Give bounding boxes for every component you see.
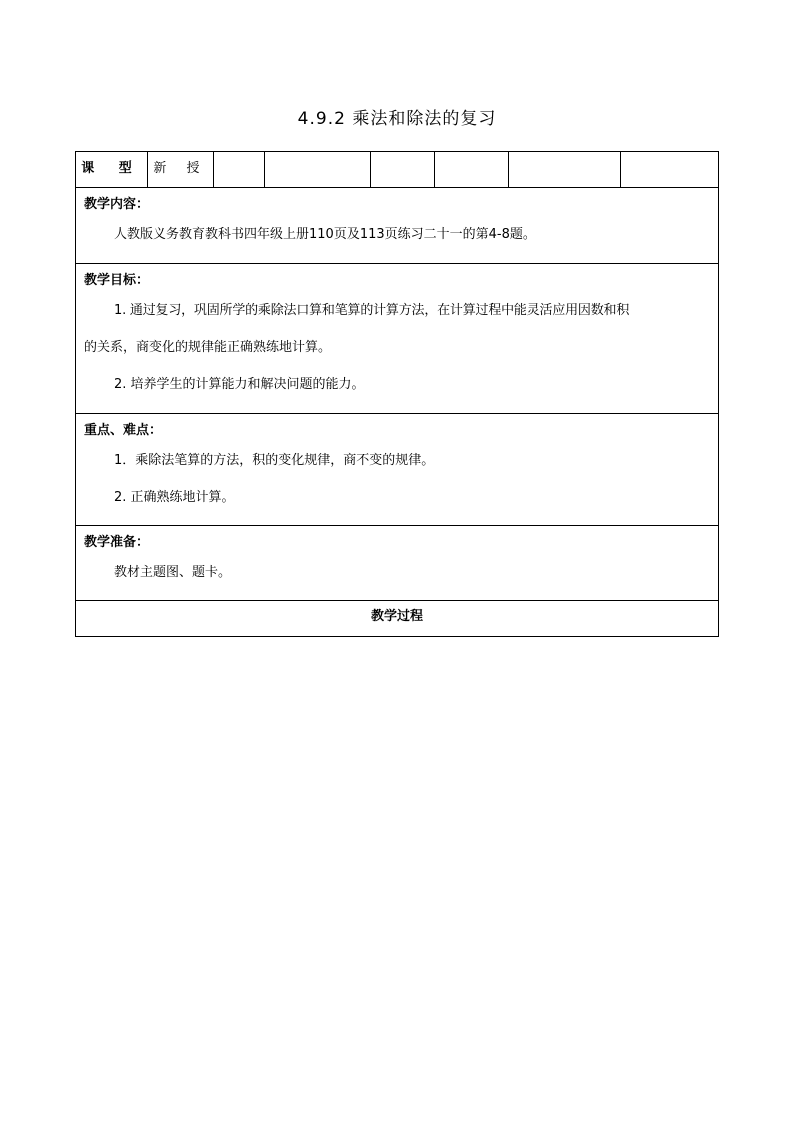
- section-content-row: [76, 188, 719, 264]
- section-content-line: 人教版义务教育教科书四年级上册110页及113页练习二十一的第4-8题。: [114, 227, 536, 242]
- section-prep: [76, 526, 719, 601]
- process-heading: 教学过程: [76, 601, 719, 637]
- lesson-plan-table: [75, 151, 719, 637]
- section-prep-title: 教学准备：: [84, 535, 150, 550]
- course-type-label: 课 型: [76, 152, 148, 188]
- process-row: [76, 601, 719, 637]
- document-title: 4.9.2 乘法和除法的复习: [297, 109, 497, 129]
- keypoint-item-1: 1．乘除法笔算的方法，积的变化规律，商不变的规律。: [114, 453, 435, 468]
- header-cell-empty-5: [509, 152, 621, 188]
- keypoint-item-2: 2. 正确熟练地计算。: [114, 490, 235, 505]
- prep-item-1: 教材主题图、题卡。: [114, 565, 232, 580]
- section-keypoints-title: 重点、难点：: [84, 423, 163, 438]
- section-keypoints-row: [76, 414, 719, 526]
- section-content: [76, 188, 719, 264]
- section-prep-row: [76, 526, 719, 601]
- goal-item-1-line-2: 的关系，商变化的规律能正确熟练地计算。: [84, 340, 332, 355]
- goal-item-1-line-1: 1. 通过复习，巩固所学的乘除法口算和笔算的计算方法，在计算过程中能灵活应用因数和积: [114, 303, 630, 318]
- header-cell-empty-3: [371, 152, 435, 188]
- course-type-value: 新 授: [148, 152, 214, 188]
- section-goals-row: [76, 264, 719, 414]
- section-goals: [76, 264, 719, 414]
- header-cell-empty-4: [435, 152, 509, 188]
- header-cell-empty-2: [265, 152, 371, 188]
- header-cell-empty-1: [214, 152, 265, 188]
- header-cell-empty-6: [621, 152, 719, 188]
- section-goals-title: 教学目标：: [84, 273, 150, 288]
- section-keypoints: [76, 414, 719, 526]
- goal-item-2: 2. 培养学生的计算能力和解决问题的能力。: [114, 377, 365, 392]
- section-content-title: 教学内容：: [84, 197, 150, 212]
- header-row: [76, 152, 719, 188]
